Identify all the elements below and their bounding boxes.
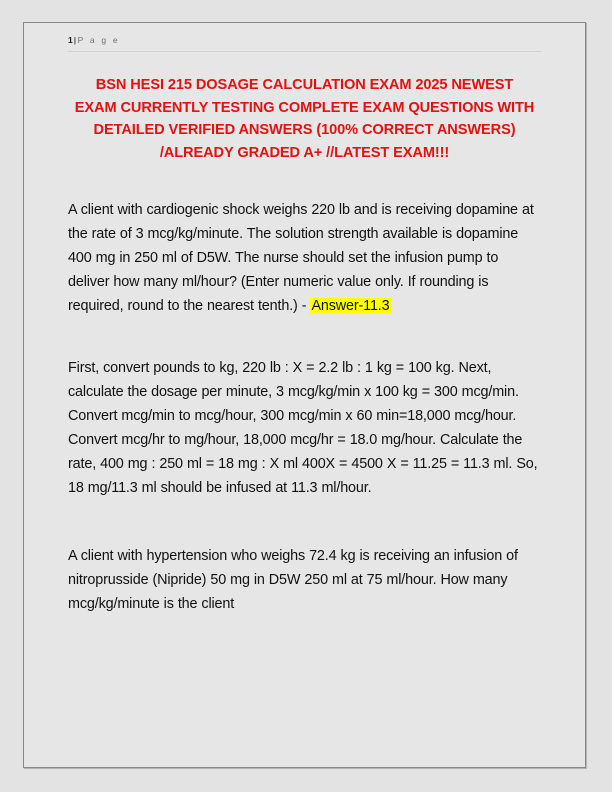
question-1-answer-highlight: Answer-11.3 (311, 298, 390, 314)
page-content-area (24, 23, 585, 767)
document-page (23, 22, 586, 768)
question-2-paragraph: A client with hypertension who weighs 72.4 kg is receiving an infusion of nitroprusside (Nipride) 50 mg in D5W 250 ml at 75 ml/hour. How many mcg/kg/minute is the client (68, 548, 518, 612)
exam-body (68, 198, 541, 616)
question-1-text: A client with cardiogenic shock weighs 220 lb and is receiving dopamine at the rate of 3 mcg/kg/minute. The solution strength available is dopamine 400 mg in 250 ml of D5W. The nurse should set the infusion pump to deliver how many ml/hour? (Enter numeric value only. If rounding is required, round to the nearest tenth.) - (68, 202, 534, 314)
header-page-label: P a g e (77, 35, 120, 45)
rationale-1-paragraph: First, convert pounds to kg, 220 lb : X = 2.2 lb : 1 kg = 100 kg. Next, calculate the dosage per minute, 3 mcg/kg/min x 100 kg = 300 mcg/min. Convert mcg/min to mcg/hour, 300 mcg/min x 60 min=18,000 mcg/hour. Convert mcg/hr to mg/hour, 18,000 mcg/hr = 18.0 mg/hour. Calculate the rate, 400 mg : 250 ml = 18 mg : X ml 400X = 4500 X = 11.25 = 11.3 ml. So, 18 mg/11.3 ml should be infused at 11.3 ml/hour. (68, 360, 538, 496)
page-title: BSN HESI 215 DOSAGE CALCULATION EXAM 2025 NEWEST EXAM CURRENTLY TESTING COMPLETE EXAM QUESTIONS WITH DETAILED VERIFIED ANSWERS (100% CORRECT ANSWERS) /ALREADY GRADED A+ //LATEST EXAM!!! (74, 77, 535, 161)
header-divider (68, 51, 541, 52)
header-separator: | (73, 35, 77, 45)
running-header (68, 23, 541, 45)
page-number: 1 (68, 35, 73, 45)
question-1-paragraph (68, 198, 541, 318)
